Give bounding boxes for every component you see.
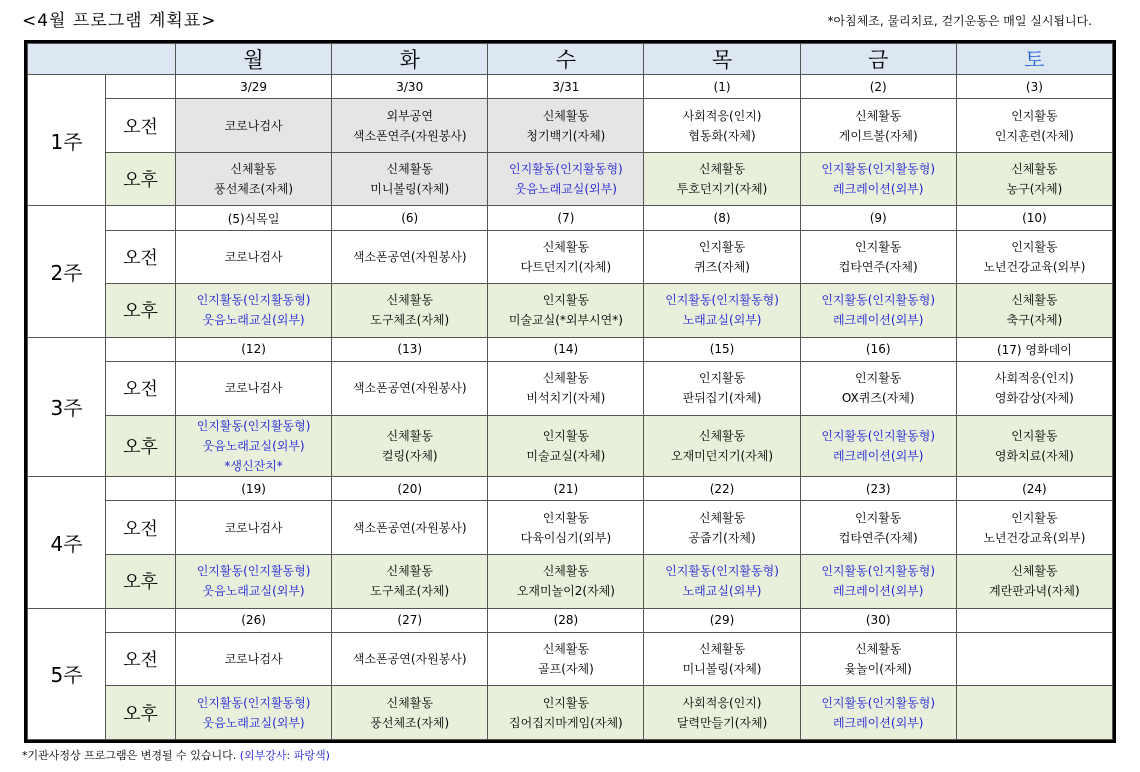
program-line: 인지활동(인지활동형) — [821, 564, 936, 579]
program-line: 협동화(자체) — [688, 128, 756, 143]
program-cell — [176, 284, 332, 338]
date-cell: (27) — [332, 608, 488, 632]
week-label: 3주 — [28, 337, 106, 476]
program-line: 오재미던지기(자체) — [670, 448, 774, 463]
am-row — [28, 230, 1113, 284]
day-header-tue: 화 — [332, 44, 488, 75]
date-row-blank — [106, 75, 176, 99]
program-line: 코로나검사 — [224, 118, 283, 133]
program-cell — [332, 284, 488, 338]
date-cell: (24) — [956, 477, 1112, 501]
program-cell — [332, 686, 488, 740]
date-cell: (8) — [644, 206, 800, 230]
program-line: 미술교실(*외부시연*) — [508, 313, 623, 328]
program-cell — [176, 230, 332, 284]
program-line: 다육이심기(외부) — [520, 530, 612, 545]
program-cell — [488, 284, 644, 338]
program-cell — [956, 99, 1112, 153]
program-line: 신체활동 — [230, 162, 277, 177]
program-line: 게이트볼(자체) — [838, 128, 918, 143]
program-cell — [176, 555, 332, 609]
program-cell — [644, 686, 800, 740]
program-cell — [488, 152, 644, 206]
am-slot-label: 오전 — [106, 632, 176, 686]
program-cell — [800, 99, 956, 153]
date-cell: (30) — [800, 608, 956, 632]
date-cell: (1) — [644, 75, 800, 99]
am-slot-label: 오전 — [106, 230, 176, 284]
day-header-wed: 수 — [488, 44, 644, 75]
program-cell — [800, 230, 956, 284]
day-header-thu: 목 — [644, 44, 800, 75]
program-line: 농구(자체) — [1006, 182, 1063, 197]
program-cell — [176, 415, 332, 477]
date-row-blank — [106, 337, 176, 361]
date-cell: (21) — [488, 477, 644, 501]
date-cell: (29) — [644, 608, 800, 632]
week-label: 2주 — [28, 206, 106, 337]
program-line: 신체활동 — [855, 108, 902, 123]
program-cell — [800, 152, 956, 206]
footer-note — [22, 747, 330, 763]
date-row-blank — [106, 477, 176, 501]
program-cell — [332, 152, 488, 206]
pm-slot-label: 오후 — [106, 415, 176, 477]
date-cell: (20) — [332, 477, 488, 501]
program-line: 미술교실(자체) — [526, 448, 606, 463]
program-line: 도구체조(자체) — [370, 584, 450, 599]
pm-row — [28, 415, 1113, 477]
week-label: 4주 — [28, 477, 106, 608]
program-line: 도구체조(자체) — [370, 313, 450, 328]
am-slot-label: 오전 — [106, 501, 176, 555]
program-line: 미니볼링(자체) — [682, 662, 762, 677]
program-cell — [644, 415, 800, 477]
date-cell: (19) — [176, 477, 332, 501]
program-cell — [488, 99, 644, 153]
program-cell — [956, 686, 1112, 740]
date-cell: (6) — [332, 206, 488, 230]
day-header-row — [28, 44, 1113, 75]
program-line: 색소폰공연(자원봉사) — [352, 652, 467, 667]
program-line: 신체활동 — [1011, 162, 1058, 177]
program-line: 판뒤집기(자체) — [682, 391, 762, 406]
date-cell: (28) — [488, 608, 644, 632]
program-cell — [956, 415, 1112, 477]
program-cell — [644, 362, 800, 416]
program-line: 인지활동 — [698, 239, 746, 254]
program-line: 인지활동 — [855, 239, 902, 254]
date-cell — [956, 608, 1112, 632]
pm-row — [28, 284, 1113, 338]
program-cell — [176, 362, 332, 416]
program-line: *생신잔치* — [224, 458, 283, 473]
program-line: 신체활동 — [698, 642, 746, 657]
program-line: 신체활동 — [542, 564, 590, 579]
program-line: 코로나검사 — [224, 249, 283, 264]
pm-slot-label: 오후 — [106, 152, 176, 206]
am-row — [28, 99, 1113, 153]
program-cell — [644, 632, 800, 686]
date-cell: (22) — [644, 477, 800, 501]
program-cell — [956, 230, 1112, 284]
program-cell — [176, 686, 332, 740]
program-cell — [956, 152, 1112, 206]
program-line: 컵타연주(자체) — [838, 259, 918, 274]
program-line: 인지활동(인지활동형) — [196, 293, 311, 308]
program-line: 인지활동 — [542, 293, 590, 308]
program-cell — [332, 415, 488, 477]
pm-row — [28, 152, 1113, 206]
date-cell: (3) — [956, 75, 1112, 99]
program-line: 사회적응(인지) — [994, 371, 1074, 386]
program-line: 색소폰공연(자원봉사) — [352, 520, 467, 535]
program-line: 신체활동 — [1011, 564, 1058, 579]
date-cell: (5)식목일 — [176, 206, 332, 230]
program-line: 골프(자체) — [538, 662, 594, 677]
program-line: 투호던지기(자체) — [676, 182, 768, 197]
am-row — [28, 362, 1113, 416]
program-line: 윷놀이(자체) — [844, 662, 912, 677]
program-cell — [644, 555, 800, 609]
program-line: 영화치료(자체) — [994, 448, 1074, 463]
program-line: 노래교실(외부) — [682, 584, 762, 599]
program-line: 웃음노래교실(외부) — [202, 715, 305, 730]
program-line: 인지훈련(자체) — [994, 128, 1074, 143]
day-header-mon: 월 — [176, 44, 332, 75]
date-row — [28, 75, 1113, 99]
program-line: 외부공연 — [386, 108, 433, 123]
program-line: 인지활동(인지활동형) — [196, 418, 311, 433]
program-line: 오재미놀이2(자체) — [516, 584, 615, 599]
date-row — [28, 337, 1113, 361]
program-line: 사회적응(인지) — [682, 108, 762, 123]
program-cell — [176, 152, 332, 206]
program-line: 인지활동 — [1011, 108, 1058, 123]
pm-row — [28, 555, 1113, 609]
program-line: 달력만들기(자체) — [676, 715, 768, 730]
program-line: 풍선체조(자체) — [214, 182, 294, 197]
date-cell: (16) — [800, 337, 956, 361]
program-line: 신체활동 — [542, 239, 590, 254]
program-line: 신체활동 — [698, 162, 746, 177]
program-cell — [644, 501, 800, 555]
program-cell — [956, 284, 1112, 338]
am-slot-label: 오전 — [106, 362, 176, 416]
program-cell — [488, 362, 644, 416]
program-cell — [800, 632, 956, 686]
program-line: 미니볼링(자체) — [370, 182, 450, 197]
schedule-table — [27, 43, 1113, 740]
program-cell — [488, 501, 644, 555]
program-line: 공줍기(자체) — [688, 530, 756, 545]
date-cell: 3/30 — [332, 75, 488, 99]
program-line: 신체활동 — [386, 162, 433, 177]
am-slot-label: 오전 — [106, 99, 176, 153]
header-corner — [28, 44, 176, 75]
program-line: 노년건강교육(외부) — [983, 530, 1086, 545]
program-cell — [644, 284, 800, 338]
program-line: 레크레이션(외부) — [832, 448, 924, 463]
program-cell — [176, 99, 332, 153]
program-line: 인지활동 — [855, 371, 902, 386]
program-cell — [956, 362, 1112, 416]
program-line: 신체활동 — [1011, 293, 1058, 308]
program-cell — [332, 99, 488, 153]
program-cell — [800, 362, 956, 416]
program-line: 다트던지기(자체) — [520, 259, 612, 274]
program-cell — [956, 555, 1112, 609]
program-line: 신체활동 — [542, 642, 590, 657]
program-line: 코로나검사 — [224, 520, 283, 535]
schedule-body — [28, 75, 1113, 740]
program-line: 인지활동(인지활동형) — [821, 695, 936, 710]
program-cell — [800, 686, 956, 740]
program-line: 웃음노래교실(외부) — [202, 584, 305, 599]
program-cell — [644, 230, 800, 284]
program-line: 인지활동(인지활동형) — [196, 564, 311, 579]
program-line: 신체활동 — [386, 428, 433, 443]
pm-slot-label: 오후 — [106, 555, 176, 609]
program-line: 색소폰공연(자원봉사) — [352, 249, 467, 264]
program-line: 계란판과녁(자체) — [989, 584, 1080, 599]
program-line: 웃음노래교실(외부) — [202, 438, 305, 453]
program-cell — [488, 686, 644, 740]
program-line: 신체활동 — [698, 428, 746, 443]
date-row-blank — [106, 206, 176, 230]
program-line: 인지활동(인지활동형) — [821, 162, 936, 177]
program-line: 인지활동 — [698, 371, 746, 386]
program-line: 풍선체조(자체) — [370, 715, 450, 730]
date-cell: (9) — [800, 206, 956, 230]
program-line: 신체활동 — [698, 510, 746, 525]
program-cell — [644, 99, 800, 153]
date-cell: (17) 영화데이 — [956, 337, 1112, 361]
program-cell — [956, 501, 1112, 555]
program-line: 웃음노래교실(외부) — [514, 182, 617, 197]
program-line: 레크레이션(외부) — [832, 715, 924, 730]
program-line: 인지활동 — [855, 510, 902, 525]
program-line: 신체활동 — [855, 642, 902, 657]
program-line: 신체활동 — [542, 371, 590, 386]
date-cell: (15) — [644, 337, 800, 361]
program-cell — [956, 632, 1112, 686]
program-line: 인지활동 — [1011, 510, 1058, 525]
program-cell — [488, 632, 644, 686]
program-line: 신체활동 — [386, 293, 433, 308]
program-line: 신체활동 — [386, 564, 433, 579]
program-line: 인지활동 — [542, 428, 590, 443]
program-line: 사회적응(인지) — [682, 695, 762, 710]
program-line: 색소폰공연(자원봉사) — [352, 381, 467, 396]
program-line: 인지활동 — [1011, 428, 1058, 443]
program-line: 인지활동 — [542, 695, 590, 710]
am-row — [28, 632, 1113, 686]
day-header-sat: 토 — [956, 44, 1112, 75]
program-line: 집어집지마게임(자체) — [509, 715, 623, 730]
program-line: 컵타연주(자체) — [838, 530, 918, 545]
date-row — [28, 477, 1113, 501]
program-cell — [332, 501, 488, 555]
program-line: 웃음노래교실(외부) — [202, 313, 305, 328]
program-cell — [488, 555, 644, 609]
program-cell — [488, 230, 644, 284]
program-cell — [332, 362, 488, 416]
program-line: 레크레이션(외부) — [832, 182, 924, 197]
date-cell: (26) — [176, 608, 332, 632]
date-row-blank — [106, 608, 176, 632]
program-line: 인지활동(인지활동형) — [665, 564, 779, 579]
week-label: 1주 — [28, 75, 106, 206]
page-title: <4월 프로그램 계획표> — [22, 11, 217, 31]
program-line: 코로나검사 — [224, 652, 283, 667]
program-line: OX퀴즈(자체) — [841, 391, 915, 406]
daily-note: *아침체조, 물리치료, 걷기운동은 매일 실시됩니다. — [827, 14, 1092, 28]
program-cell — [332, 555, 488, 609]
date-cell: (12) — [176, 337, 332, 361]
footer-change-note: *기관사정상 프로그램은 변경될 수 있습니다. — [22, 749, 237, 762]
program-line: 노년건강교육(외부) — [983, 259, 1086, 274]
program-line: 신체활동 — [542, 108, 590, 123]
program-line: 비석치기(자체) — [526, 391, 606, 406]
program-cell — [488, 415, 644, 477]
program-cell — [800, 555, 956, 609]
program-line: 인지활동(인지활동형) — [665, 293, 779, 308]
program-line: 레크레이션(외부) — [832, 313, 924, 328]
pm-row — [28, 686, 1113, 740]
program-line: 코로나검사 — [224, 381, 283, 396]
program-line: 인지활동(인지활동형) — [821, 428, 936, 443]
date-cell: (7) — [488, 206, 644, 230]
program-cell — [800, 415, 956, 477]
program-cell — [332, 230, 488, 284]
date-cell: (13) — [332, 337, 488, 361]
program-cell — [176, 501, 332, 555]
program-line: 청기백기(자체) — [526, 128, 606, 143]
program-line: 퀴즈(자체) — [694, 259, 750, 274]
program-line: 신체활동 — [386, 695, 433, 710]
date-cell: 3/29 — [176, 75, 332, 99]
program-cell — [176, 632, 332, 686]
date-cell: (2) — [800, 75, 956, 99]
program-line: 노래교실(외부) — [682, 313, 762, 328]
pm-slot-label: 오후 — [106, 284, 176, 338]
am-row — [28, 501, 1113, 555]
date-row — [28, 206, 1113, 230]
date-cell: (10) — [956, 206, 1112, 230]
program-cell — [644, 152, 800, 206]
week-label: 5주 — [28, 608, 106, 739]
date-cell: 3/31 — [488, 75, 644, 99]
footer-legend: (외부강사: 파랑색) — [239, 749, 330, 762]
program-line: 인지활동(인지활동형) — [509, 162, 623, 177]
program-line: 축구(자체) — [1006, 313, 1063, 328]
program-line: 색소폰연주(자원봉사) — [352, 128, 467, 143]
program-line: 영화감상(자체) — [994, 391, 1074, 406]
program-line: 레크레이션(외부) — [832, 584, 924, 599]
program-line: 인지활동 — [542, 510, 590, 525]
program-line: 인지활동(인지활동형) — [821, 293, 936, 308]
program-cell — [800, 284, 956, 338]
date-cell: (23) — [800, 477, 956, 501]
program-line: 인지활동 — [1011, 239, 1058, 254]
program-line: 인지활동(인지활동형) — [196, 695, 311, 710]
pm-slot-label: 오후 — [106, 686, 176, 740]
date-row — [28, 608, 1113, 632]
program-cell — [800, 501, 956, 555]
date-cell: (14) — [488, 337, 644, 361]
program-cell — [332, 632, 488, 686]
program-line: 컬링(자체) — [381, 448, 438, 463]
schedule-frame — [24, 40, 1116, 743]
day-header-fri: 금 — [800, 44, 956, 75]
